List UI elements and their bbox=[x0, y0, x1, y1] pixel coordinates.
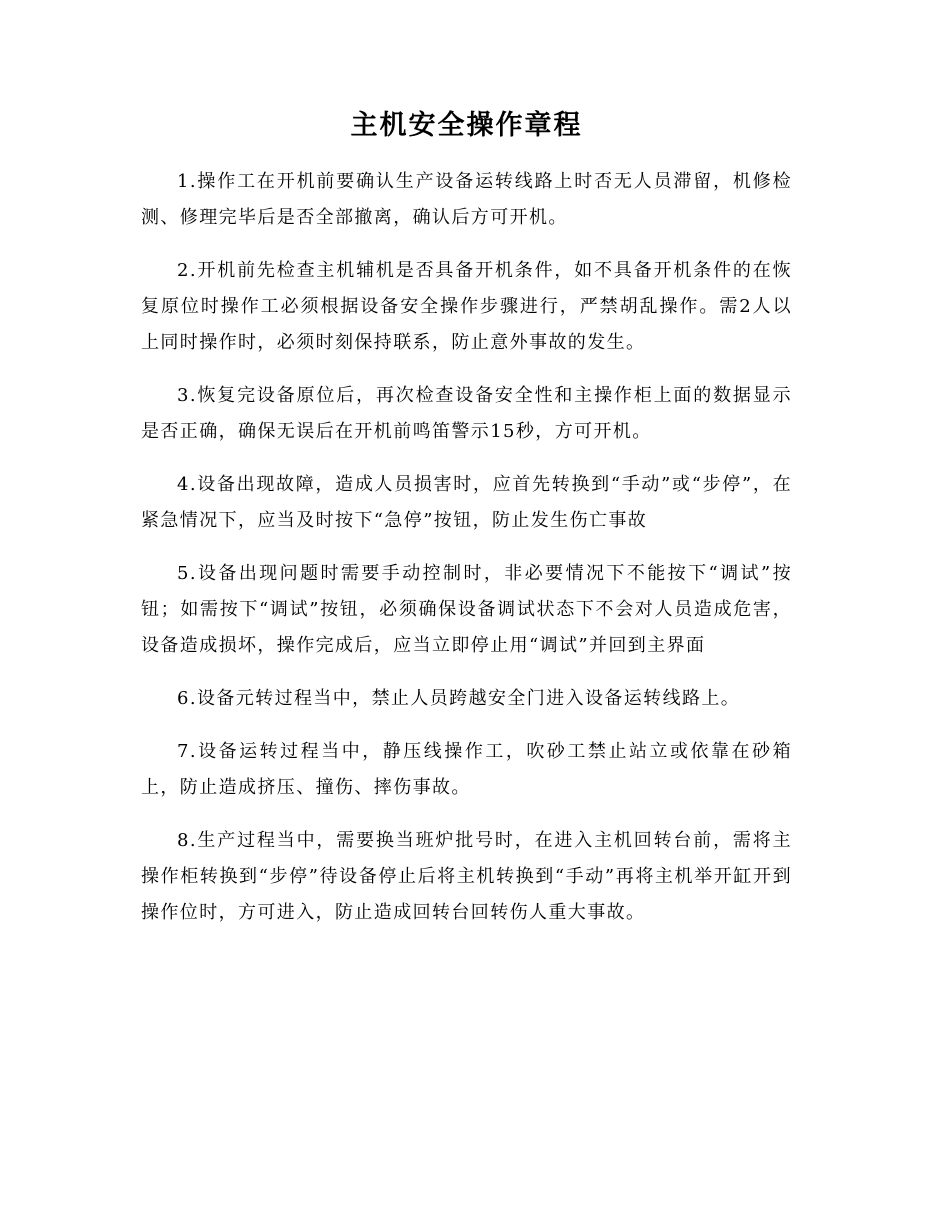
paragraph-6: 6.设备元转过程当中，禁止人员跨越安全门进入设备运转线路上。 bbox=[177, 688, 741, 709]
paragraph-3: 3.恢复完设备原位后，再次检查设备安全性和主操作柜上面的数据显示是否正确，确保无误后在开机前鸣笛警示15秒，方可开机。 bbox=[141, 385, 792, 442]
paragraph-1: 1.操作工在开机前要确认生产设备运转线路上时否无人员滞留，机修检测、修理完毕后是否全部撤离，确认后方可开机。 bbox=[141, 171, 792, 228]
paragraph-4: 4.设备出现故障，造成人员损害时，应首先转换到“手动”或“步停”，在紧急情况下，应当及时按下“急停”按钮，防止发生伤亡事故 bbox=[141, 474, 792, 531]
paragraph-7: 7.设备运转过程当中，静压线操作工，吹砂工禁止站立或依靠在砂箱上，防止造成挤压、撞伤、摔伤事故。 bbox=[141, 741, 792, 798]
document-title: 主机安全操作章程 bbox=[350, 110, 583, 141]
paragraph-5: 5.设备出现问题时需要手动控制时，非必要情况下不能按下“调试”按钮；如需按下“调试”按钮，必须确保设备调试状态下不会对人员造成危害，设备造成损坏，操作完成后，应当立即停止用“调试”并回到主界面 bbox=[141, 563, 792, 656]
paragraph-2: 2.开机前先检查主机辅机是否具备开机条件，如不具备开机条件的在恢复原位时操作工必须根据设备安全操作步骤进行，严禁胡乱操作。需2人以上同时操作时，必须时刻保持联系，防止意外事故的发生。 bbox=[141, 260, 792, 353]
paragraph-8: 8.生产过程当中，需要换当班炉批号时，在进入主机回转台前，需将主操作柜转换到“步停”待设备停止后将主机转换到“手动”再将主机举开缸开到操作位时，方可进入，防止造成回转台回转伤人重大事故。 bbox=[141, 830, 792, 923]
